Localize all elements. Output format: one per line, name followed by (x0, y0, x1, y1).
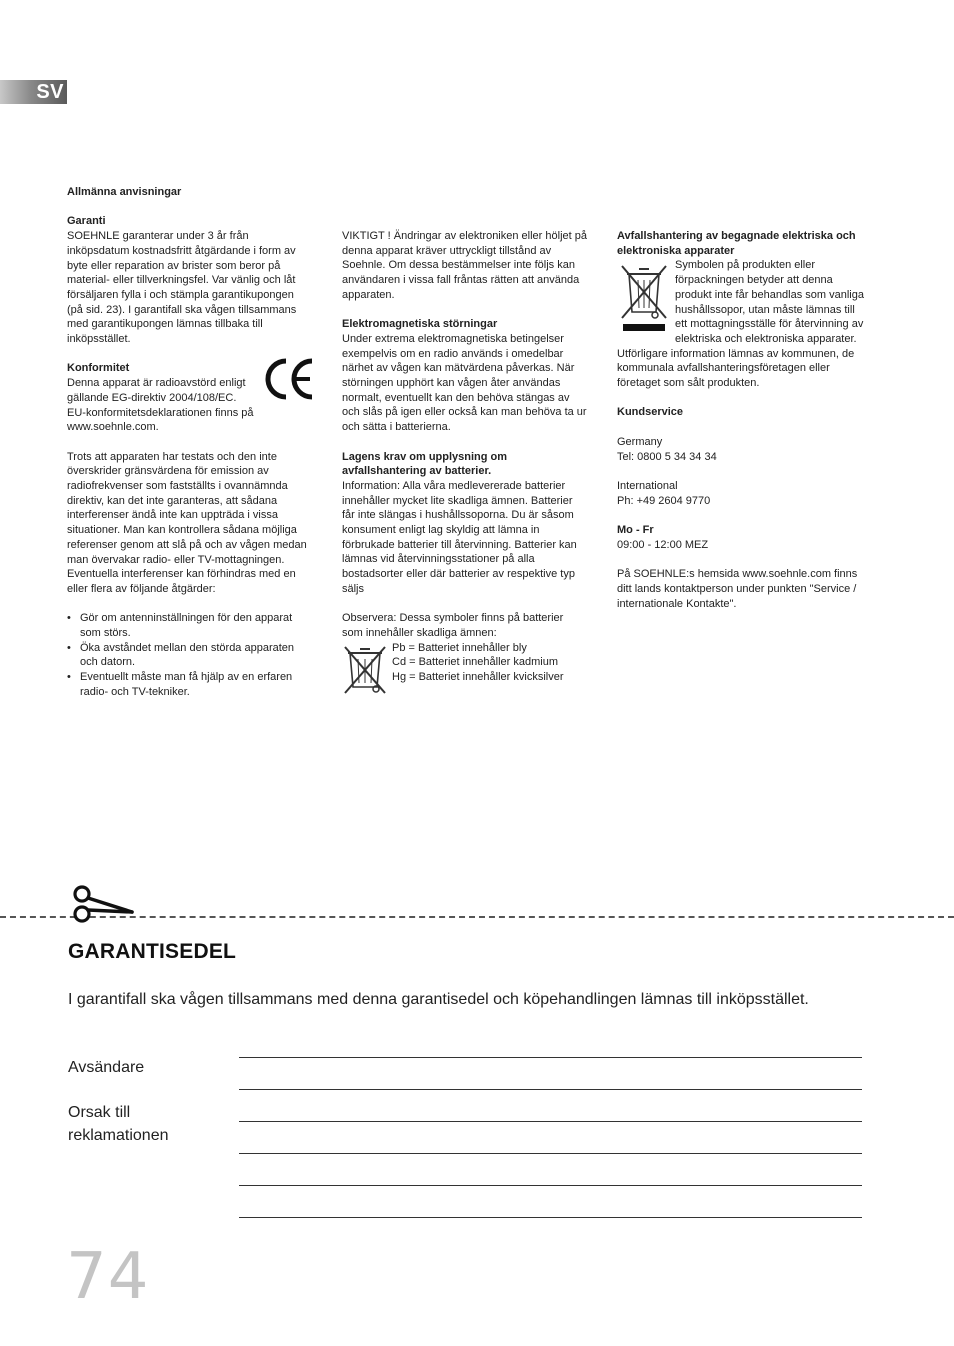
language-tab (0, 80, 67, 104)
hours-label: Mo - Fr (617, 524, 654, 536)
scissors-icon (70, 884, 136, 924)
warranty-slip-text: I garantifall ska vågen tillsammans med denna garantisedel och köpehandlingen lämnas till inköpsstället. (68, 991, 809, 1008)
reason-line-1[interactable] (239, 1121, 862, 1122)
symbol-cd: Cd = Batteriet innehåller kadmium (392, 656, 558, 669)
observe-text: Observera: Dessa symboler finns på batterier som innehåller skadliga ämnen: (342, 612, 564, 639)
warranty-text: SOEHNLE garanterar under 3 år från inköpsdatum kostnadsfritt åtgärdande i form av byte eller reparation av brister som beror på material- eller tillverkningsfel. Var vänlig och låt försäljaren fylla i och stämpla garantikupongen (på sid. 23). I garantifall ska vågen tillsammans med garantikupongen lämnas tillbaka till inköpsstället. (67, 230, 297, 346)
disposal-text: Symbolen på produkten eller förpackningen betyder att denna produkt inte får behandlas som vanliga hushållssopor, utan måste lämnas till ett mottagningsställe för återvinning av elektriska och elektroniska apparater. Utförligare information lämnas av kommunen, de kommunala avfallshanteringsföretagen eller företaget som sålt produkten. (617, 259, 864, 390)
electromagnetic-text: Under extrema elektromagnetiska betingelser exempelvis om en radio används i omedelbar närhet av vågen kan mätvärdena påverkas. När störningen upphört kan vågen åter användas normalt, eventuellt kan den behöva stängas av och slås på igen eller också kan man behöva ta ur och sätta i batterierna. (342, 332, 587, 434)
reason-line-2[interactable] (239, 1153, 862, 1154)
column-general-instructions (67, 185, 312, 700)
conformity-block (67, 361, 312, 435)
reason-line-4[interactable] (239, 1217, 862, 1218)
disposal-heading: Avfallshantering av begagnade elektriska och elektroniska apparater (617, 230, 856, 257)
page-number: 74 (66, 1240, 150, 1314)
battery-law-heading: Lagens krav om upplysning om avfallshantering av batterier. (342, 450, 508, 478)
conformity-heading: Konformitet (67, 362, 130, 375)
germany-phone: Tel: 0800 5 34 34 34 (617, 450, 717, 463)
weee-bin-icon (617, 260, 671, 332)
customer-service-heading: Kundservice (617, 406, 684, 419)
language-code: SV (36, 81, 64, 103)
reason-label-line1: Orsak till (68, 1104, 131, 1121)
general-instructions-heading: Allmänna anvisningar (67, 186, 182, 198)
reason-label (68, 1101, 169, 1147)
international-label: International (617, 479, 678, 492)
reason-label-line2: reklamationen (68, 1127, 169, 1144)
electromagnetic-heading: Elektromagnetiska störningar (342, 318, 498, 331)
sender-line-2[interactable] (239, 1089, 862, 1090)
cut-line (0, 916, 954, 918)
battery-law-text: Information: Alla våra medlevererade batterier innehåller mycket lite skadliga ämnen. Batterier får inte slängas i hushållssoporna. Du är såsom konsument enligt lag skyldig att lämna in förbrukade batterier till återvinning. Batterier kan lämnas vid återvinningsstationer på alla bostadsorter eller där batterier av respektive typ säljs (342, 479, 577, 595)
column-electronics (342, 229, 587, 695)
international-phone: Ph: +49 2604 9770 (617, 494, 711, 507)
symbol-pb: Pb = Batteriet innehåller bly (392, 641, 527, 654)
hours-value: 09:00 - 12:00 MEZ (617, 538, 709, 551)
measures-list (67, 611, 312, 699)
symbol-hg: Hg = Batteriet innehåller kvicksilver (392, 671, 564, 684)
list-item: • Öka avståndet mellan den störda apparaten och datorn. (67, 641, 312, 670)
germany-label: Germany (617, 435, 663, 448)
list-item: • Eventuellt måste man få hjälp av en erfaren radio- och TV-tekniker. (67, 670, 312, 699)
sender-label: Avsändare (68, 1059, 145, 1076)
website-text: På SOEHNLE:s hemsida www.soehnle.com finns ditt lands kontaktperson under punkten "Service / internationale Kontakte". (617, 568, 858, 610)
crossed-bin-icon (342, 643, 388, 695)
battery-symbols-block (342, 611, 587, 685)
list-item: • Gör om antenninställningen för den apparat som störs. (67, 611, 312, 640)
ce-mark-icon (262, 357, 318, 401)
reason-line-3[interactable] (239, 1185, 862, 1186)
interference-text: Trots att apparaten har testats och den inte överskrider gränsvärdena för emission av radiofrekvenser som fastställts i ovannämnda direktiv, kan det inte garanteras, att sådana interferenser ändå inte kan uppträda i vissa situationer. Man kan kontrollera sådana möjliga referenser genom att slå på och av vågen medan man övervakar radio- eller TV-mottagningen. Eventuella interferenser kan förhindras med en eller flera av följande åtgärder: (67, 450, 307, 595)
important-text: VIKTIGT ! Ändringar av elektroniken eller höljet på denna apparat kräver uttryckligt tillstånd av Soehnle. Om dessa bestämmelser inte följs kan användaren i vissa fall fråntas rätten att använda apparaten. (342, 230, 587, 301)
warranty-slip-title: GARANTISEDEL (68, 940, 237, 963)
conformity-text: Denna apparat är radioavstörd enligt gällande EG-direktiv 2004/108/EC. EU-konformitetsdeklarationen finns på www.soehnle.com. (67, 377, 254, 434)
column-disposal-service (617, 229, 865, 626)
sender-line-1[interactable] (239, 1057, 862, 1058)
warranty-heading: Garanti (67, 215, 106, 228)
